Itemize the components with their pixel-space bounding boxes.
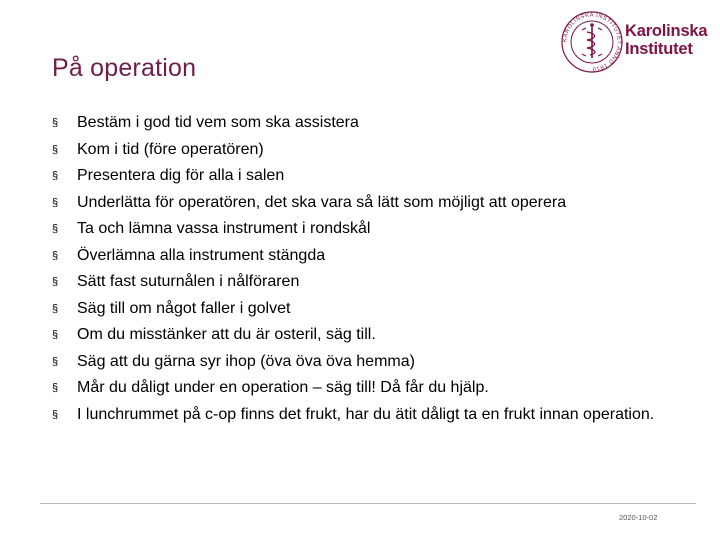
bullet-text: Om du misstänker att du är osteril, säg till. [77,326,376,343]
bullet-item [52,322,672,349]
logo-wordmark [625,22,707,58]
bullet-marker-icon: § [52,302,59,315]
bullet-item [52,375,672,402]
bullet-text: Säg till om något faller i golvet [77,299,291,317]
bullet-marker-icon: § [52,382,59,394]
logo-line-2: Institutet [625,40,693,58]
bullet-item [52,190,672,217]
bullet-text: Mår du dåligt under en operation – säg till! Då får du hjälp. [77,379,489,396]
bullet-text: Kom i tid (före operatören) [77,140,264,158]
bullet-item [52,296,672,323]
bullet-item [52,269,672,296]
bullet-item [52,137,672,164]
bullet-marker-icon: § [52,276,59,288]
bullet-text: Sätt fast suturnålen i nålföraren [77,273,300,290]
bullet-text: Presentera dig för alla i salen [77,167,285,184]
seal-lettering: KAROLINSKA INSTITUTET ANNO 1810 [562,12,622,72]
bullet-marker-icon: § [52,408,59,421]
bullet-item [52,402,672,429]
bullet-item [52,216,672,243]
bullet-marker-icon: § [52,143,59,156]
bullet-text: Överlämna alla instrument stängda [77,246,326,264]
bullet-item [52,163,672,190]
bullet-text: Ta och lämna vassa instrument i rondskål [77,220,371,237]
bullet-text: I lunchrummet på c-op finns det frukt, har du ätit dåligt ta en frukt innan operation. [77,405,655,423]
bullet-marker-icon: § [52,249,59,262]
bullet-text: Säg att du gärna syr ihop (öva öva öva hemma) [77,352,415,370]
bullet-item [52,110,672,137]
bullet-marker-icon: § [52,117,59,129]
logo-line-1: Karolinska [625,22,708,40]
bullet-marker-icon: § [52,329,59,341]
bullet-text: Bestäm i god tid vem som ska assistera [77,114,359,131]
bullet-text: Underlätta för operatören, det ska vara så lätt som möjligt att operera [77,193,567,211]
footer-divider [40,503,696,504]
seal-icon [560,10,624,74]
bullet-list [52,110,672,428]
slide-title: På operation [52,54,197,82]
bullet-marker-icon: § [52,223,59,235]
karolinska-logo [560,10,708,74]
bullet-marker-icon: § [52,196,59,209]
bullet-item [52,243,672,270]
bullet-marker-icon: § [52,355,59,368]
bullet-marker-icon: § [52,170,59,182]
bullet-item [52,349,672,376]
slide-date: 2020-10-02 [619,513,658,522]
